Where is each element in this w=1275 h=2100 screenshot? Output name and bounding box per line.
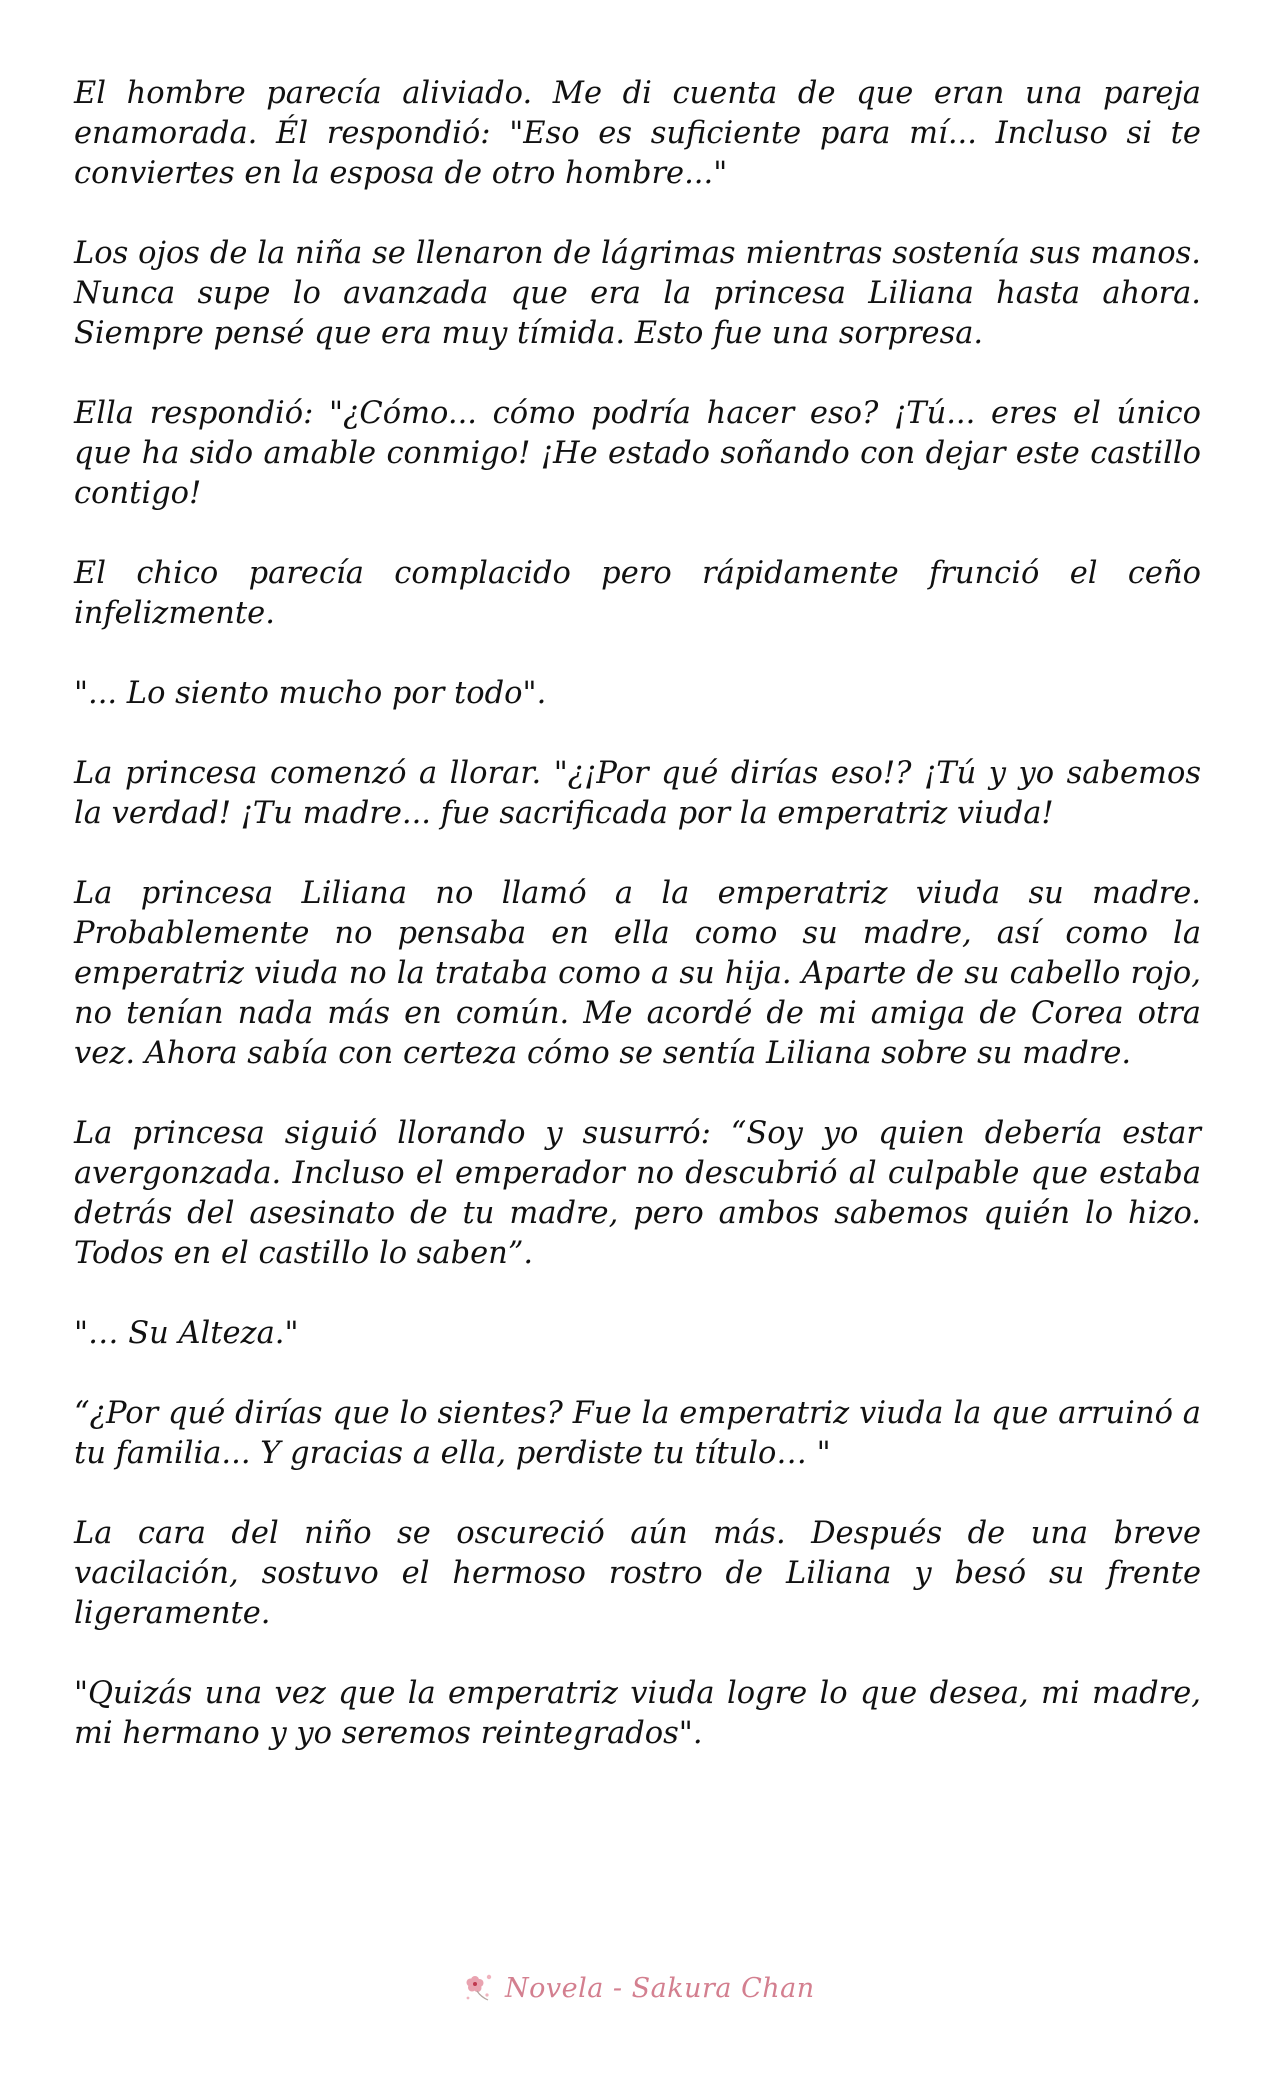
watermark [463, 1968, 815, 2008]
sakura-flower-icon [463, 1971, 497, 2005]
paragraph: “¿Por qué dirías que lo sientes? Fue la emperatriz viuda la que arruinó a tu familia... Y gracias a ella, perdiste tu título… " [74, 1396, 1201, 1471]
paragraph: "Quizás una vez que la emperatriz viuda logre lo que desea, mi madre, mi hermano y yo seremos reintegrados". [74, 1676, 1201, 1751]
paragraph: El hombre parecía aliviado. Me di cuenta de que eran una pareja enamorada. Él respondió: "Eso es suficiente para mí... Incluso si te conviertes en la esposa de otro hombre..." [74, 76, 1201, 191]
paragraph: Los ojos de la niña se llenaron de lágrimas mientras sostenía sus manos. Nunca supe lo avanzada que era la princesa Liliana hasta ahora. Siempre pensé que era muy tímida. Esto fue una sorpresa. [74, 236, 1201, 351]
paragraph: La princesa comenzó a llorar. "¿¡Por qué dirías eso!? ¡Tú y yo sabemos la verdad! ¡Tu madre... fue sacrificada por la emperatriz viuda! [74, 756, 1201, 831]
paragraph: "... Lo siento mucho por todo". [74, 676, 547, 711]
paragraph: El chico parecía complacido pero rápidamente frunció el ceño infelizmente. [74, 556, 1201, 631]
paragraph: Ella respondió: "¿Cómo... cómo podría hacer eso? ¡Tú... eres el único que ha sido amable conmigo! ¡He estado soñando con dejar este castillo contigo! [74, 396, 1201, 511]
paragraph: La cara del niño se oscureció aún más. Después de una breve vacilación, sostuvo el hermoso rostro de Liliana y besó su frente ligeramente. [74, 1516, 1201, 1631]
paragraph: La princesa Liliana no llamó a la emperatriz viuda su madre. Probablemente no pensaba en ella como su madre, así como la emperatriz viuda no la trataba como a su hija. Aparte de su cabello rojo, no tenían nada más en común. Me acordé de mi amiga de Corea otra vez. Ahora sabía con certeza cómo se sentía Liliana sobre su madre. [74, 876, 1201, 1071]
document-body [74, 74, 1201, 1794]
watermark-text: Novela - Sakura Chan [505, 1972, 815, 2004]
paragraph: "… Su Alteza." [74, 1316, 299, 1351]
paragraph: La princesa siguió llorando y susurró: “Soy yo quien debería estar avergonzada. Incluso el emperador no descubrió al culpable que estaba detrás del asesinato de tu madre, pero ambos sabemos quién lo hizo. Todos en el castillo lo saben”. [74, 1116, 1201, 1271]
